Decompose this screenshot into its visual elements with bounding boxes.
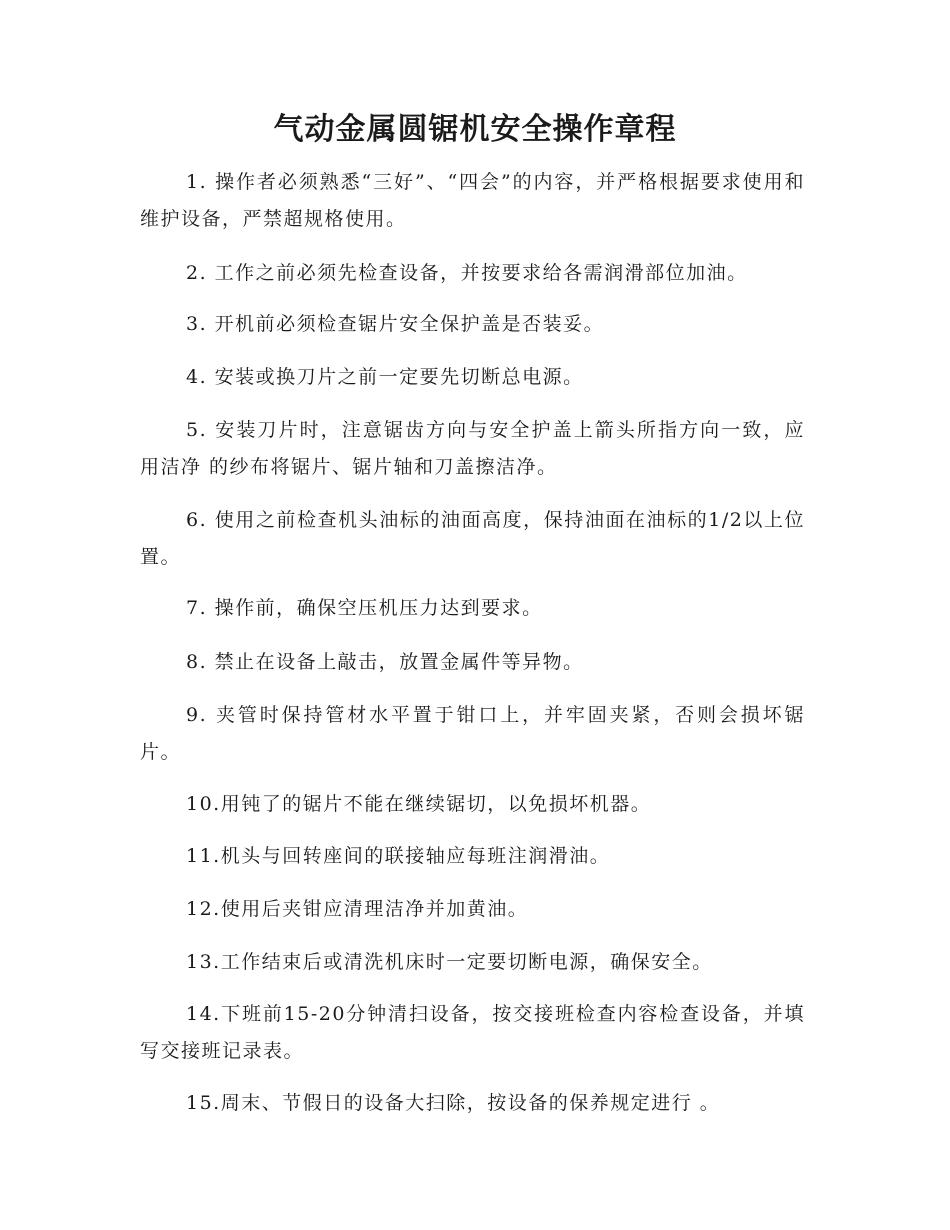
rule-item-8: 8. 禁止在设备上敲击，放置金属件等异物。 bbox=[186, 651, 584, 673]
rule-item-11: 11.机头与回转座间的联接轴应每班注润滑油。 bbox=[186, 845, 611, 867]
rule-item-10: 10.用钝了的锯片不能在继续锯切，以免损坏机器。 bbox=[186, 793, 652, 815]
rule-item-9: 9. 夹管时保持管材水平置于钳口上，并牢固夹紧，否则会损坏锯片。 bbox=[140, 704, 805, 763]
rule-item-7: 7. 操作前，确保空压机压力达到要求。 bbox=[186, 597, 543, 619]
rule-item-1: 1. 操作者必须熟悉“三好”、“四会”的内容，并严格根据要求使用和维护设备，严禁超规格使用。 bbox=[140, 171, 805, 230]
document-title: 气动金属圆锯机安全操作章程 bbox=[273, 112, 677, 147]
rule-item-6: 6. 使用之前检查机头油标的油面高度，保持油面在油标的1/2以上位置。 bbox=[140, 509, 805, 568]
rule-item-4: 4. 安装或换刀片之前一定要先切断总电源。 bbox=[186, 366, 584, 388]
rule-item-2: 2. 工作之前必须先检查设备，并按要求给各需润滑部位加油。 bbox=[186, 262, 748, 284]
rule-item-5: 5. 安装刀片时，注意锯齿方向与安全护盖上箭头所指方向一致，应用洁净 的纱布将锯片、锯片轴和刀盖擦洁净。 bbox=[140, 419, 805, 478]
rule-item-13: 13.工作结束后或清洗机床时一定要切断电源，确保安全。 bbox=[186, 951, 713, 973]
rule-item-15: 15.周末、节假日的设备大扫除，按设备的保养规定进行 。 bbox=[186, 1092, 721, 1114]
rule-item-12: 12.使用后夹钳应清理洁净并加黄油。 bbox=[186, 898, 529, 920]
rule-item-3: 3. 开机前必须检查锯片安全保护盖是否装妥。 bbox=[186, 313, 605, 335]
rule-item-14: 14.下班前15-20分钟清扫设备，按交接班检查内容检查设备，并填写交接班记录表。 bbox=[140, 1003, 805, 1062]
